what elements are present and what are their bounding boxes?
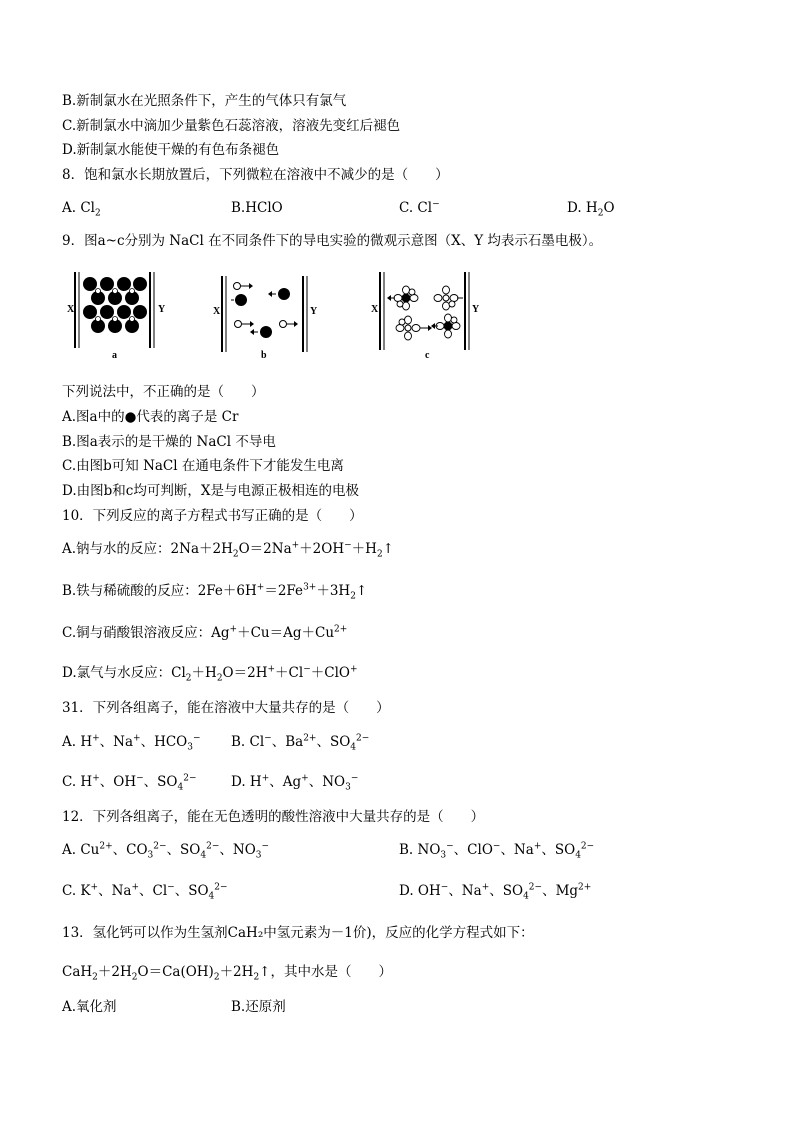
q9-option-d: D.由图b和c均可判断，X是与电源正极相连的电极 [62,483,359,499]
figure-b-y-label: Y [310,306,318,317]
q8-option-b: B.HClO [231,200,283,216]
question-9: 9．图a~c分别为 NaCl 在不同条件下的导电实验的微观示意图（X、Y 均表示石墨电极）。 [62,233,603,249]
q9-option-a: A.图a中的●代表的离子是 Cr [62,409,239,425]
question-13: 13．氢化钙可以作为生氢剂CaH₂中氢元素为－1价)，反应的化学方程式如下： [62,925,534,941]
figure-b [210,272,325,362]
q10-option-d: D.氯气与水反应：$Cl_2+H_2O=2H^++Cl^-+ClO^+$ [62,664,358,684]
q31-option-d: D. H+、Ag+、$NO_3^-$ [231,773,359,793]
question-31: 31．下列各组离子，能在溶液中大量共存的是（ ） [62,700,390,716]
figure-a-x-label: X [67,304,75,315]
q12-option-b: B. $NO_3^-$、ClO−、Na+、$SO_4^{2-}$ [399,841,595,861]
question-10: 10．下列反应的离子方程式书写正确的是（ ） [62,508,363,524]
question-9-stem: 下列说法中，不正确的是（ ） [62,384,265,400]
q12-option-c: C. K+、Na+、Cl−、$SO_4^{2-}$ [62,882,228,902]
q10-option-b: B.铁与稀硫酸的反应：$2Fe+6H^+=2Fe^{3+}+3H_2↑$ [62,582,368,602]
q9-option-b: B.图a表示的是干燥的 NaCl 不导电 [62,434,276,450]
q12-option-a: A. $Cu^{2+}$、$CO_3^{2-}$、$SO_4^{2-}$、$NO_3^-$ [62,841,270,861]
question-12: 12．下列各组离子，能在无色透明的酸性溶液中大量共存的是（ ） [62,809,485,825]
q13-option-a: A.氧化剂 [62,999,117,1015]
figure-a-y-label: Y [158,304,166,315]
q9-option-c: C.由图b可知 NaCl 在通电条件下才能发生电离 [62,458,344,474]
q8-option-c: C. Cl− [399,199,440,216]
figure-b-caption: b [261,350,267,361]
figure-c-x-label: X [371,304,379,315]
q12-option-d: D. OH−、Na+、$SO_4^{2-}$、$Mg^{2+}$ [399,882,592,902]
q13-equation: $CaH_2+2H_2O=Ca(OH)_2+2H_2↑$，其中水是（ ） [62,964,392,983]
q13-option-b: B.还原剂 [231,999,286,1015]
option-d-prev: D.新制氯水能使干燥的有色布条褪色 [62,142,280,158]
figure-c-caption: c [425,350,430,360]
q8-option-a: A. $Cl_2$ [62,200,101,219]
q8-option-d: D. $H_2O$ [567,200,615,219]
q31-option-b: B. Cl−、$Ba^{2+}$、$SO_4^{2-}$ [231,733,370,753]
figure-b-x-label: X [213,306,221,317]
figure-a [64,268,174,360]
option-b-prev: B.新制氯水在光照条件下，产生的气体只有氯气 [62,93,347,109]
figure-a-caption: a [112,350,117,360]
question-8: 8．饱和氯水长期放置后，下列微粒在溶液中不减少的是（ ） [62,167,449,183]
option-c-prev: C.新制氯水中滴加少量紫色石蕊溶液，溶液先变红后褪色 [62,118,401,134]
q31-option-a: A. H+、Na+、$HCO_3^-$ [62,733,201,753]
q31-option-c: C. H+、OH−、$SO_4^{2-}$ [62,773,197,793]
q10-option-c: C.铜与硝酸银溶液反应：$Ag^++Cu=Ag+Cu^{2+}$ [62,624,348,641]
figure-c [368,268,488,360]
figure-c-y-label: Y [472,304,480,315]
q10-option-a: A.钠与水的反应：$2Na+2H_2O=2Na^++2OH^-+H_2↑$ [62,540,394,560]
